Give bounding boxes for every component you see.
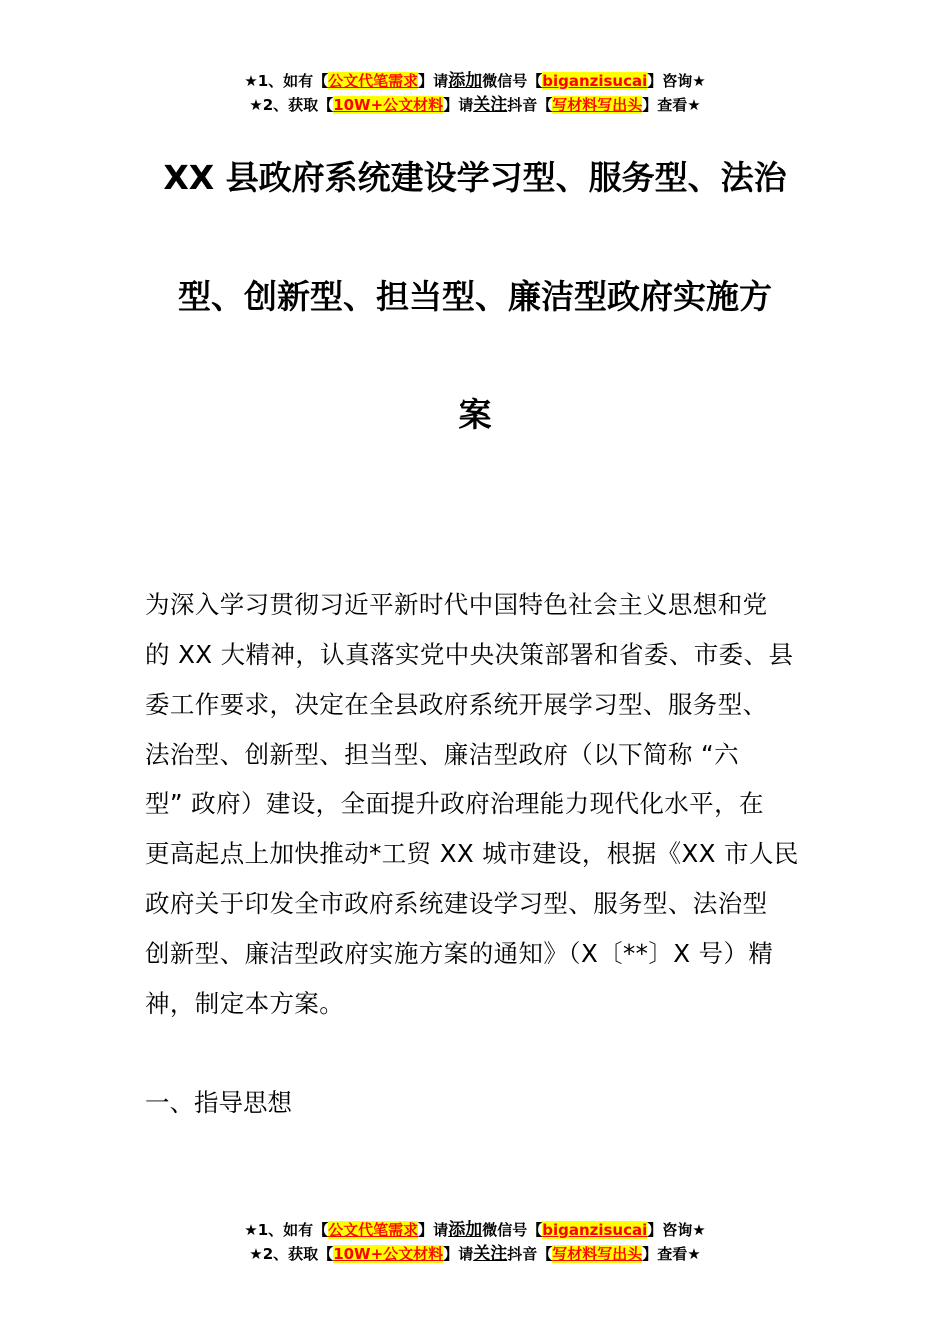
paragraph-line: 的 XX 大精神，认真落实党中央决策部署和省委、市委、县 xyxy=(145,640,794,669)
promo-line-2 xyxy=(0,93,950,117)
paragraph-line: 为深入学习贯彻习近平新时代中国特色社会主义思想和党 xyxy=(145,590,768,619)
promo-underlined: 添加 xyxy=(448,1220,483,1240)
promo-underlined: 关注 xyxy=(473,95,508,115)
promo-text: 】请 xyxy=(443,1245,474,1263)
promo-text: 】请 xyxy=(418,72,449,90)
promo-highlight: 10W+公文材料 xyxy=(333,96,444,114)
paragraph-line: 神，制定本方案。 xyxy=(145,989,345,1018)
promo-text: ★2、获取【 xyxy=(249,1245,334,1263)
title-line: 案 xyxy=(458,395,492,434)
paragraph-line: 委工作要求，决定在全县政府系统开展学习型、服务型、 xyxy=(145,690,768,719)
promo-highlight-wechat-id: biganzisucai xyxy=(542,1221,648,1239)
promo-text: 】咨询★ xyxy=(647,72,706,90)
paragraph-line: 政府关于印发全市政府系统建设学习型、服务型、法治型 xyxy=(145,889,768,918)
promo-text: ★2、获取【 xyxy=(249,96,334,114)
paragraph-line: 创新型、廉洁型政府实施方案的通知》（X〔**〕X 号）精 xyxy=(145,939,774,968)
promo-text: 】咨询★ xyxy=(647,1221,706,1239)
promo-text: 】查看★ xyxy=(642,96,701,114)
promo-line-1 xyxy=(0,69,950,93)
promo-text: ★1、如有【 xyxy=(244,1221,329,1239)
promo-highlight-douyin: 写材料写出头 xyxy=(552,1245,643,1263)
promo-text: 微信号【 xyxy=(482,1221,543,1239)
promo-highlight: 10W+公文材料 xyxy=(333,1245,444,1263)
promo-text: 】查看★ xyxy=(642,1245,701,1263)
promo-underlined: 添加 xyxy=(448,71,483,91)
promo-highlight-douyin: 写材料写出头 xyxy=(552,96,643,114)
title-line: XX 县政府系统建设学习型、服务型、法治 xyxy=(163,158,787,197)
paragraph-line: 型” 政府）建设，全面提升政府治理能力现代化水平，在 xyxy=(145,789,764,818)
promo-highlight: 公文代笔需求 xyxy=(328,72,419,90)
promo-line-2 xyxy=(0,1242,950,1266)
promo-underlined: 关注 xyxy=(473,1244,508,1264)
promo-text: 微信号【 xyxy=(482,72,543,90)
title-line: 型、创新型、担当型、廉洁型政府实施方 xyxy=(178,277,772,316)
promo-text: 抖音【 xyxy=(507,96,553,114)
paragraph-line: 更高起点上加快推动*工贸 XX 城市建设，根据《XX 市人民 xyxy=(145,839,799,868)
promo-text: 】请 xyxy=(443,96,474,114)
promo-text: ★1、如有【 xyxy=(244,72,329,90)
promo-line-1 xyxy=(0,1218,950,1242)
promo-text: 抖音【 xyxy=(507,1245,553,1263)
section-heading: 一、指导思想 xyxy=(145,1088,292,1117)
promo-highlight: 公文代笔需求 xyxy=(328,1221,419,1239)
promo-text: 】请 xyxy=(418,1221,449,1239)
promo-highlight-wechat-id: biganzisucai xyxy=(542,72,648,90)
paragraph-line: 法治型、创新型、担当型、廉洁型政府（以下简称 “六 xyxy=(145,740,739,769)
